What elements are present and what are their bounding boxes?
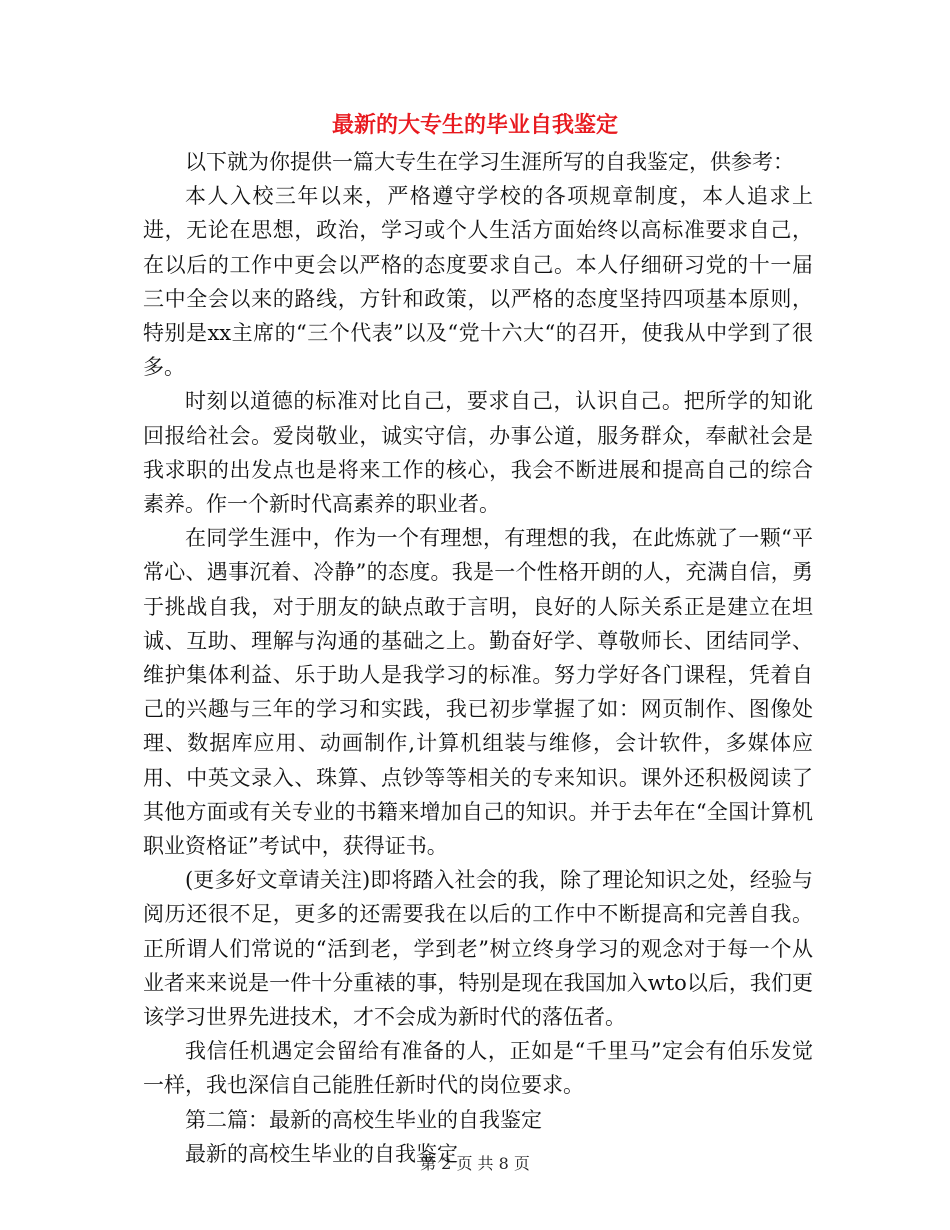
document-body (143, 145, 813, 1171)
document-title: 最新的大专生的毕业自我鉴定 (331, 112, 618, 138)
paragraph-intro: 以下就为你提供一篇大专生在学习生涯所写的自我鉴定，供参考： (185, 150, 794, 174)
paragraph-5: 我信任机遇定会留给有准备的人，正如是“千里马”定会有伯乐发觉一样，我也深信自己能胜任新时代的岗位要求。 (143, 1039, 813, 1098)
paragraph-3: 在同学生涯中，作为一个有理想，有理想的我，在此炼就了一颗“平常心、遇事沉着、冷静”的态度。我是一个性格开朗的人，充满自信，勇于挑战自我，对于朋友的缺点敢于言明，良好的人际关系正是建立在坦诚、互助、理解与沟通的基础之上。勤奋好学、尊敬师长、团结同学、维护集体利益、乐于助人是我学习的标准。努力学好各门课程，凭着自己的兴趣与三年的学习和实践，我已初步掌握了如：网页制作、图像处理、数据库应用、动画制作,计算机组装与维修，会计软件，多媒体应用、中英文录入、珠算、点钞等等相关的专来知识。课外还积极阅读了其他方面或有关专业的书籍来增加自己的知识。并于去年在“全国计算机职业资格证”考试中，获得证书。 (143, 526, 813, 859)
paragraph-4: (更多好文章请关注)即将踏入社会的我，除了理论知识之处，经验与阅历还很不足，更多的还需要我在以后的工作中不断提高和完善自我。正所谓人们常说的“活到老，学到老”树立终身学习的观念对于每一个从业者来来说是一件十分重裱的事，特别是现在我国加入wto以后，我们更该学习世界先进技术，才不会成为新时代的落伍者。 (143, 868, 813, 1030)
paragraph-2: 时刻以道德的标准对比自己，要求自己，认识自己。把所学的知讹回报给社会。爱岗敬业，诚实守信，办事公道，服务群众，奉献社会是我求职的出发点也是将来工作的核心，我会不断进展和提高自己的综合素养。作一个新时代高素养的职业者。 (143, 389, 813, 517)
section-subheading-second: 最新的高校生毕业的自我鉴定 (185, 1141, 458, 1166)
section-heading-second: 第二篇：最新的高校生毕业的自我鉴定 (185, 1107, 542, 1132)
paragraph-1: 本人入校三年以来，严格遵守学校的各项规章制度，本人追求上进，无论在思想，政治，学习或个人生活方面始终以高标准要求自己，在以后的工作中更会以严格的态度要求自己。本人仔细研习党的十一届三中全会以来的路线，方针和政策，以严格的态度坚持四项基本原则，特别是xx主席的“三个代表”以及“党十六大“的召开，使我从中学到了很多。 (143, 184, 813, 380)
page-number-footer: 第 2 页 共 8 页 (420, 1154, 530, 1173)
